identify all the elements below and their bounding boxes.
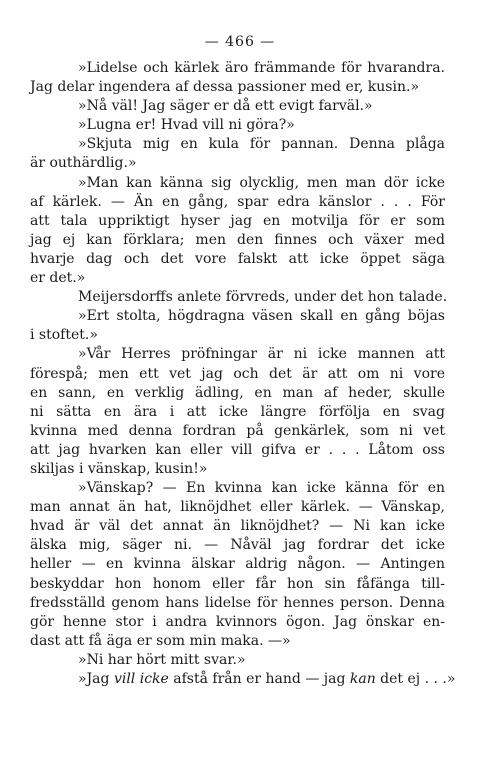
text-line: att tala uppriktigt hyser jag en motvilja för er som <box>30 212 445 229</box>
text-line: Meijersdorffs anlete förvreds, under det hon talade. <box>78 289 448 306</box>
text-line: en sann, en verklig ädling, en man af heder, skulle <box>30 384 445 401</box>
text-line: »Skjuta mig en kula för pannan. Denna plåga <box>78 136 445 153</box>
text-line: är outhärdlig.» <box>30 155 137 172</box>
text-line: er det.» <box>30 270 86 287</box>
final-line-text: afstå från er hand — jag <box>168 671 350 687</box>
text-line: hvad är väl det annat än liknöjdhet? — Ni kan icke <box>30 518 445 535</box>
text-line: »Vänskap? — En kvinna kan icke känna för en <box>78 480 445 497</box>
text-line: skiljas i vänskap, kusin!» <box>30 460 208 477</box>
text-line: kvinna med denna fordran på genkärlek, som ni vet <box>30 422 445 439</box>
text-line: »Nå väl! Jag säger er då ett evigt farväl.» <box>78 98 373 115</box>
text-line: i stoftet.» <box>30 327 98 344</box>
text-line: beskyddar hon honom eller får hon sin fåfänga till- <box>30 575 445 592</box>
text-line: hvarje dag och det vore falskt att icke öppet säga <box>30 250 445 267</box>
text-line: dast att få äga er som min maka. —» <box>30 632 291 649</box>
text-line: »Ert stolta, högdragna väsen skall en gång böjas <box>78 308 445 325</box>
text-line: att jag hvarken kan eller vill gifva er . . . Låtom oss <box>30 441 445 458</box>
text-line: jag ej kan förklara; men den finnes och växer med <box>30 231 445 248</box>
final-line-text: »Jag <box>78 671 114 687</box>
final-line-text: det ej . . .» <box>375 671 456 687</box>
text-line: »Man kan känna sig olycklig, men man dör icke <box>78 174 445 191</box>
text-line: »Vår Herres pröfningar är ni icke mannen att <box>78 346 445 363</box>
text-line: af kärlek. — Än en gång, spar edra känslor . . . För <box>30 193 445 210</box>
text-line: man annat än hat, liknöjdhet eller kärlek. — Vänskap, <box>30 499 445 516</box>
text-line: gör henne stor i andra kvinnors ögon. Jag önskar en- <box>30 613 445 630</box>
page-number: — 466 — <box>204 34 276 50</box>
text-line: fredsställd genom hans lidelse för hennes person. Denna <box>30 594 445 611</box>
text-line: »Ni har hört mitt svar.» <box>78 651 246 668</box>
text-line: »Lidelse och kärlek äro främmande för hvarandra. <box>78 60 445 76</box>
body-text <box>30 59 456 689</box>
italic-emphasis: kan <box>349 671 376 687</box>
text-line: Jag delar ingendera af dessa passioner med er, kusin.» <box>30 79 420 96</box>
text-line: »Lugna er! Hvad vill ni göra?» <box>78 117 295 134</box>
text-line: heller — en kvinna älskar aldrig någon. — Antingen <box>30 556 445 573</box>
text-line: ni sätta en ära i att icke längre förfölja en svag <box>30 403 445 420</box>
italic-emphasis: vill icke <box>113 671 169 687</box>
text-line: älska mig, säger ni. — Nåväl jag fordrar det icke <box>30 537 445 554</box>
text-line: förespå; men ett vet jag och det är att om ni vore <box>30 365 445 382</box>
text-line-final <box>30 670 456 689</box>
